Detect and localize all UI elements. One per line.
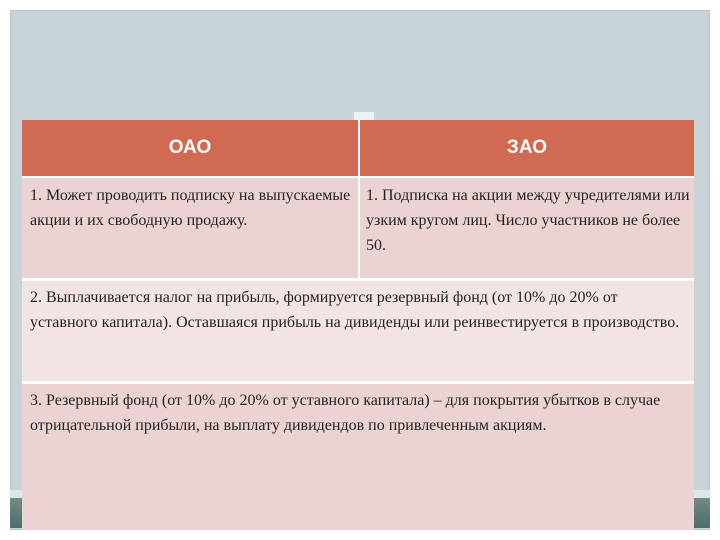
table-header-row	[22, 120, 694, 176]
comparison-table	[22, 120, 694, 530]
header-oao: ОАО	[168, 137, 212, 158]
header-zao: ЗАО	[506, 137, 548, 158]
cell-merged-2: 2. Выплачивается налог на прибыль, формируется резервный фонд (от 10% до 20% от уставного капитала). Оставшаяся прибыль на дивиденды или реинвестируется в производство.	[30, 289, 680, 331]
cell-merged-3: 3. Резервный фонд (от 10% до 20% от уставного капитала) – для покрытия убытков в случае отрицательной прибыли, на выплату дивидендов по привлеченным акциям.	[30, 392, 661, 434]
row-1-column-divider	[358, 178, 360, 278]
cell-oao-1: 1. Может проводить подписку на выпускаемые акции и их свободную продажу.	[30, 187, 351, 229]
slide-title-remnant	[354, 112, 374, 120]
cell-zao-1: 1. Подписка на акции между учредителями или узким кругом лиц. Число участников не более 50.	[366, 187, 690, 254]
